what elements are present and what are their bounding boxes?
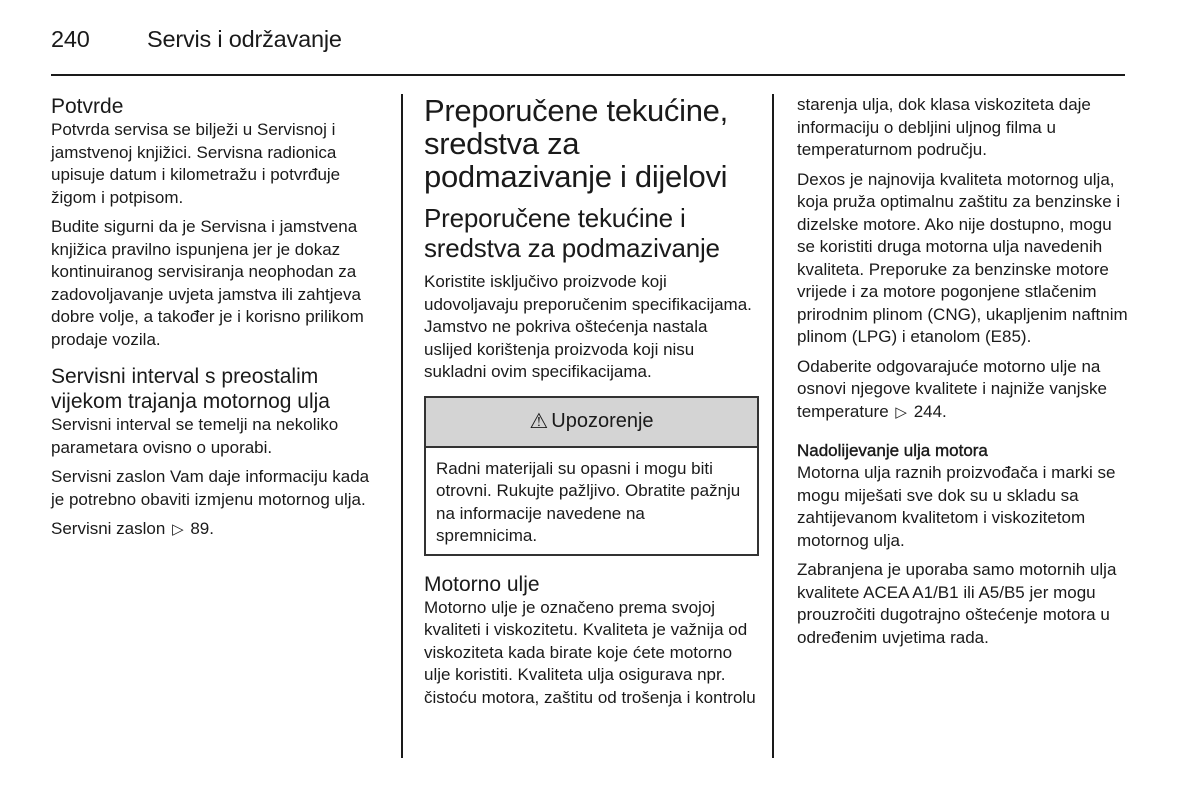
page-title: Servis i održavanje [147, 26, 342, 52]
page-reference-icon: ▷ [172, 521, 184, 538]
heading-motorno-ulje: Motorno ulje [424, 572, 540, 596]
warning-text: Radni materijali su opasni i mogu biti otrovni. Rukujte pažljivo. Obratite pažnju na informacije navedene na spremnicima. [436, 458, 741, 545]
paragraph-motorno-ulje: Motorno ulje je označeno prema svojoj kvaliteti i viskozitetu. Kvaliteta je važnija od viskoziteta kada birate koje ćete motorno ulje koristiti. Kvaliteta ulja osigurava npr. čistoću motora, zaštitu od trošenja i kontrolu [424, 597, 756, 707]
paragraph-zabranjena: Zabranjena je uporaba samo motornih ulja kvalitete ACEA A1/B1 ili A5/B5 jer mogu prouzročiti dugotrajno oštećenje motora u određenim uvjetima rada. [797, 560, 1117, 647]
paragraph-odaberite [797, 356, 1132, 425]
paragraph-zaslon: Servisni zaslon Vam daje informaciju kada je potrebno obaviti izmjenu motornog ulja. [51, 467, 370, 509]
heading-servisni-interval: Servisni interval s preostalim vijekom trajanja motornog ulja [51, 365, 330, 413]
section-title: Preporučene tekućine, sredstva za podmazivanje i dijelovi [424, 93, 728, 194]
paragraph-potvrde: Potvrda servisa se bilježi u Servisnoj i jamstvenoj knjižici. Servisna radionica upisuje datum i kilometražu i potvrđuje žigom i potpisom. [51, 120, 341, 207]
column-divider-2 [772, 94, 774, 758]
page-reference-icon: ▷ [895, 403, 907, 421]
paragraph-zaslon-ref [51, 518, 386, 542]
ref-text: Servisni zaslon [51, 519, 166, 538]
warning-box [424, 396, 759, 556]
column-left [51, 94, 386, 549]
paragraph-koristite: Koristite isključivo proizvode koji udovoljavaju preporučenim specifikacijama. Jamstvo ne pokriva oštećenja nastala uslijed korištenja proizvoda koji nisu sukladni ovim specifikacijama. [424, 272, 752, 381]
warning-body [426, 448, 757, 554]
warning-title: Upozorenje [551, 410, 654, 432]
ref-page[interactable]: 89. [190, 519, 214, 538]
paragraph-budite: Budite sigurni da je Servisna i jamstvena knjižica pravilno ispunjena jer je dokaz kontinuiranog servisiranja neophodan za zadovoljavanje uvjeta jamstva ili zahtjeva dobre volje, a također je i korisno prilikom prodaje vozila. [51, 217, 364, 349]
heading-potvrde: Potvrde [51, 95, 124, 118]
warning-triangle-icon: ⚠ [529, 410, 549, 433]
paragraph-nadolijevanje: Motorna ulja raznih proizvođača i marki se mogu miješati sve dok su u skladu sa zahtijevanom kvalitetom i viskozitetom motornog ulja. [797, 463, 1116, 550]
header-rule [51, 74, 1125, 76]
paragraph-interval: Servisni interval se temelji na nekoliko parametara ovisno o uporabi. [51, 415, 339, 457]
warning-header [426, 398, 757, 448]
heading-nadolijevanje: Nadolijevanje ulja motora [797, 441, 988, 460]
paragraph-starenja: starenja ulja, dok klasa viskoziteta daje informaciju o debljini uljnog filma u temperaturnom području. [797, 95, 1091, 159]
column-middle [424, 94, 759, 716]
subsection-title: Preporučene tekućine i sredstva za podmazivanje [424, 203, 720, 263]
column-right [797, 94, 1132, 656]
page-number: 240 [51, 26, 90, 52]
paragraph-dexos: Dexos je najnovija kvaliteta motornog ulja, koja pruža optimalnu zaštitu za benzinske i dizelske motore. Ako nije dostupno, mogu se koristiti druga motorna ulja navedenih kvaliteta. Preporuke za benzinske motore vrijede i za motore pogonjene stlačenim prirodnim plinom (CNG), ukapljenim naftnim plinom (LPG) i etanolom (E85). [797, 169, 1128, 346]
odaberite-ref-page[interactable]: 244. [913, 401, 947, 421]
page-header [51, 26, 342, 53]
column-divider-1 [401, 94, 403, 758]
odaberite-text: Odaberite odgovarajuće motorno ulje na osnovi njegove kvalitete i najniže vanjske temperature [797, 356, 1107, 421]
